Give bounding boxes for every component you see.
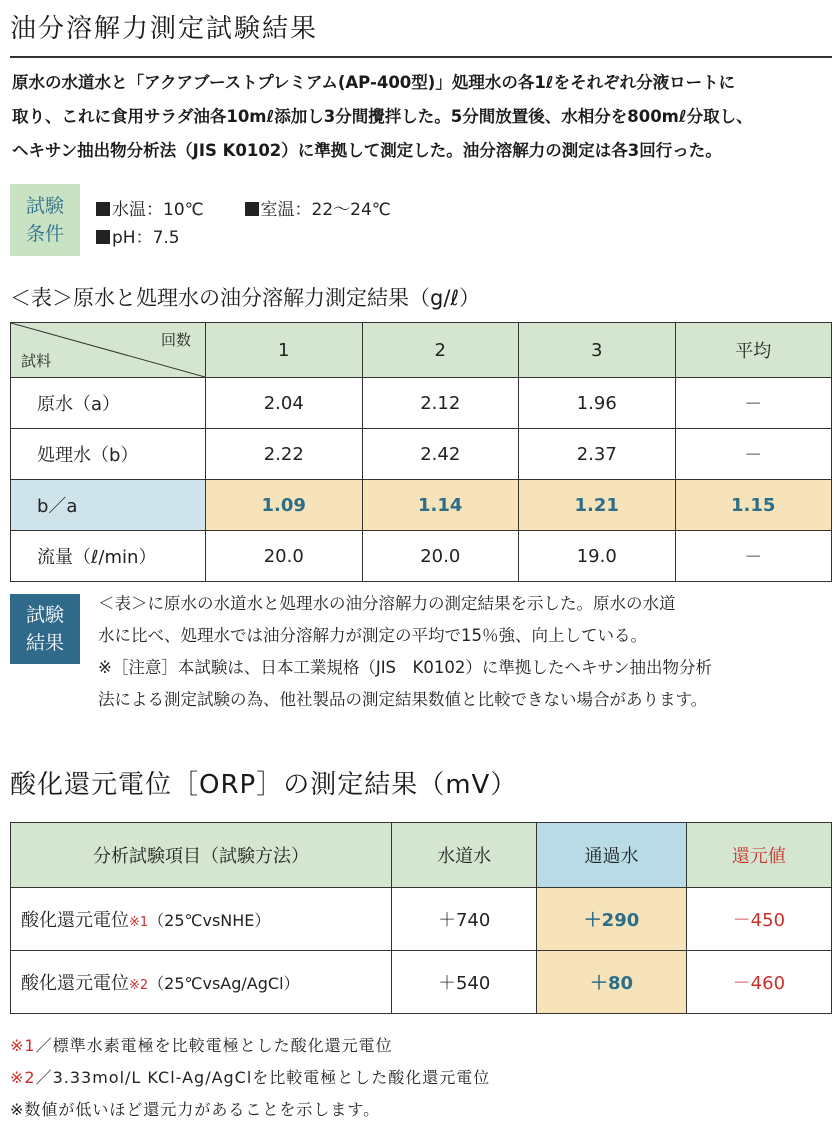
row-label: 流量（ℓ/min） xyxy=(11,531,206,582)
row-label: 処理水（b） xyxy=(11,429,206,480)
column-header: 平均 xyxy=(675,323,832,378)
orp-title: 酸化還元電位［ORP］の測定結果（mV） xyxy=(10,770,518,800)
page-title: 油分溶解力測定試験結果 xyxy=(10,14,319,44)
table-cell: 2.04 xyxy=(206,378,363,429)
table-cell: 2.42 xyxy=(362,429,519,480)
footnote: ※1／標準水素電極を比較電極とした酸化還元電位 xyxy=(10,1036,393,1055)
footnotes xyxy=(10,1030,490,1126)
corner-label-sample: 試料 xyxy=(21,352,52,370)
table-cell: 1.15 xyxy=(675,480,832,531)
table-cell: － xyxy=(675,378,832,429)
table-cell: 1.96 xyxy=(519,378,676,429)
table-cell: 20.0 xyxy=(206,531,363,582)
table-row xyxy=(11,951,832,1014)
intro-line: ヘキサン抽出物分析法（JIS K0102）に準拠して測定した。油分溶解力の測定は各3回行った。 xyxy=(12,141,722,160)
test-result-text xyxy=(98,588,834,716)
table-cell: ＋80 xyxy=(537,951,686,1014)
result-line: 水に比べ、処理水では油分溶解力が測定の平均で15％強、向上している。 xyxy=(98,626,647,645)
table-cell: ＋740 xyxy=(392,888,537,951)
column-header: 2 xyxy=(362,323,519,378)
corner-label-count: 回数 xyxy=(160,331,191,349)
table-row xyxy=(11,888,832,951)
table-cell: ＋290 xyxy=(537,888,686,951)
table1-title: ＜表＞原水と処理水の油分溶解力測定結果（g/ℓ） xyxy=(10,286,481,310)
column-header: 1 xyxy=(206,323,363,378)
table-row-highlight xyxy=(11,480,832,531)
footnote-mark: ※2 xyxy=(129,978,149,993)
result-line: ※［注意］本試験は、日本工業規格（JIS K0102）に準拠したヘキサン抽出物分析 xyxy=(98,658,713,677)
table-cell: －450 xyxy=(686,888,831,951)
table-cell: 2.12 xyxy=(362,378,519,429)
intro-line: 取り、これに食用サラダ油各10mℓ添加し3分間攪拌した。5分間放置後、水相分を800mℓ分取し、 xyxy=(12,107,753,126)
column-header: 分析試験項目（試験方法） xyxy=(11,823,392,888)
table-cell: 2.22 xyxy=(206,429,363,480)
table-row xyxy=(11,429,832,480)
table-header-row xyxy=(11,823,832,888)
table-cell: － xyxy=(675,531,832,582)
table-cell: 20.0 xyxy=(362,531,519,582)
title-divider xyxy=(10,56,832,58)
result-line: 法による測定試験の為、他社製品の測定結果数値と比較できない場合があります。 xyxy=(98,690,708,709)
row-label: 酸化還元電位※2（25℃vsAg/AgCl） xyxy=(11,951,392,1014)
row-label: 酸化還元電位※1（25℃vsNHE） xyxy=(11,888,392,951)
table-cell: 1.14 xyxy=(362,480,519,531)
table-cell: － xyxy=(675,429,832,480)
column-header: 還元値 xyxy=(686,823,831,888)
test-result-label: 試験 結果 xyxy=(10,594,80,664)
result-line: ＜表＞に原水の水道水と処理水の油分溶解力の測定結果を示した。原水の水道 xyxy=(98,594,676,613)
column-header: 水道水 xyxy=(392,823,537,888)
oil-solubility-table xyxy=(10,322,832,582)
column-header: 通過水 xyxy=(537,823,686,888)
table-corner-cell xyxy=(11,323,206,378)
intro-paragraph xyxy=(12,66,832,168)
water-temp: 水温：10℃ xyxy=(112,200,204,220)
table-cell: 1.21 xyxy=(519,480,676,531)
test-conditions-label: 試験 条件 xyxy=(10,184,80,256)
table-cell: 19.0 xyxy=(519,531,676,582)
intro-line: 原水の水道水と「アクアブーストプレミアム(AP-400型)」処理水の各1ℓをそれぞれ分液ロートに xyxy=(12,73,736,92)
footnote: ※数値が低いほど還元力があることを示します。 xyxy=(10,1100,381,1119)
table-row xyxy=(11,531,832,582)
orp-table xyxy=(10,822,832,1014)
table-row xyxy=(11,378,832,429)
ph-value: pH：7.5 xyxy=(112,228,180,248)
row-label: 原水（a） xyxy=(11,378,206,429)
room-temp: 室温：22〜24℃ xyxy=(260,200,391,220)
table-cell: 2.37 xyxy=(519,429,676,480)
test-conditions xyxy=(96,196,391,252)
square-bullet-icon xyxy=(96,230,110,244)
footnote: ※2／3.33mol/L KCl-Ag/AgClを比較電極とした酸化還元電位 xyxy=(10,1068,491,1087)
table-cell: 1.09 xyxy=(206,480,363,531)
table-cell: ＋540 xyxy=(392,951,537,1014)
row-label: b／a xyxy=(11,480,206,531)
square-bullet-icon xyxy=(245,202,259,216)
square-bullet-icon xyxy=(96,202,110,216)
table-cell: －460 xyxy=(686,951,831,1014)
column-header: 3 xyxy=(519,323,676,378)
table-header-row xyxy=(11,323,832,378)
footnote-mark: ※1 xyxy=(129,915,149,930)
